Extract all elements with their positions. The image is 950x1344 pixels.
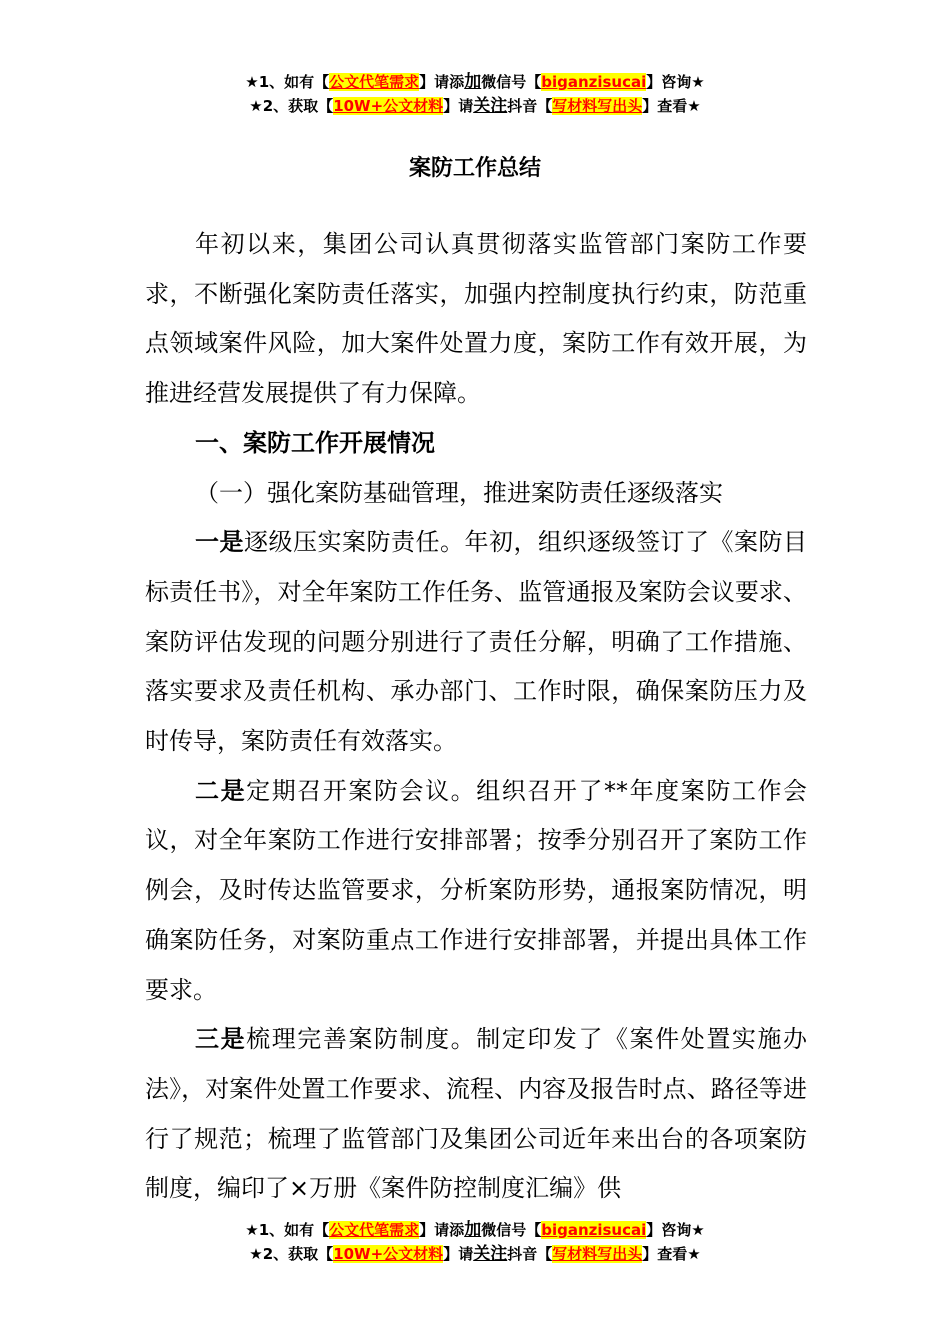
promo-text: ★2、获取【 [249,1245,334,1263]
promo-text: 】请添 [419,1221,465,1239]
promo-line-1 [0,1218,950,1242]
promo-text: 微信号【 [481,73,542,91]
paragraph-lead: 二是 [195,776,247,805]
paragraph-lead: 一是 [195,528,244,557]
paragraph-lead: 三是 [195,1025,247,1054]
promo-text: 】查看★ [642,97,701,115]
promo-highlight: 10W+公文材料 [333,97,444,115]
subsection-heading: （一）强化案防基础管理，推进案防责任逐级落实 [195,478,723,507]
promo-text: 抖音【 [507,1245,553,1263]
promo-text: 】请 [443,97,474,115]
promo-text: ★2、获取【 [249,97,334,115]
promo-banner-top [0,70,950,118]
document-title: 案防工作总结 [408,156,541,181]
promo-line-1 [0,70,950,94]
promo-highlight: 写材料写出头 [552,1245,643,1263]
promo-highlight: 10W+公文材料 [333,1245,444,1263]
document-body [145,220,807,1214]
promo-emphasis: 关注 [473,96,508,116]
promo-emphasis: 加 [464,1220,482,1240]
promo-banner-bottom [0,1218,950,1266]
promo-text: 】查看★ [642,1245,701,1263]
promo-highlight: biganzisucai [541,1221,647,1239]
promo-emphasis: 关注 [473,1244,508,1264]
promo-text: ★1、如有【 [245,1221,330,1239]
intro-paragraph: 年初以来，集团公司认真贯彻落实监管部门案防工作要求，不断强化案防责任落实，加强内控制度执行约束，防范重点领域案件风险，加大案件处置力度，案防工作有效开展，为推进经营发展提供了有力保障。 [145,230,807,408]
promo-line-2 [0,94,950,118]
promo-text: 】请添 [419,73,465,91]
promo-highlight: 写材料写出头 [552,97,643,115]
body-paragraph [145,1015,807,1214]
body-paragraph [145,767,807,1016]
paragraph-text: 定期召开案防会议。组织召开了**年度案防工作会议，对全年案防工作进行安排部署；按季分别召开了案防工作例会，及时传达监管要求，分析案防形势，通报案防情况，明确案防任务，对案防重点工作进行安排部署，并提出具体工作要求。 [145,776,808,1004]
paragraph-text: 梳理完善案防制度。制定印发了《案件处置实施办法》，对案件处置工作要求、流程、内容及报告时点、路径等进行了规范；梳理了监管部门及集团公司近年来出台的各项案防制度，编印了×万册《案件防控制度汇编》供 [145,1025,808,1203]
promo-text: 】咨询★ [646,73,705,91]
promo-text: 】咨询★ [646,1221,705,1239]
promo-text: 微信号【 [481,1221,542,1239]
paragraph-text: 逐级压实案防责任。年初，组织逐级签订了《案防目标责任书》，对全年案防工作任务、监管通报及案防会议要求、案防评估发现的问题分别进行了责任分解，明确了工作措施、落实要求及责任机构、承办部门、工作时限，确保案防压力及时传导，案防责任有效落实。 [145,528,807,756]
promo-highlight: biganzisucai [541,73,647,91]
promo-highlight: 公文代笔需求 [329,73,420,91]
promo-text: ★1、如有【 [245,73,330,91]
promo-line-2 [0,1242,950,1266]
promo-emphasis: 加 [464,72,482,92]
body-paragraph [145,518,807,767]
promo-text: 抖音【 [507,97,553,115]
promo-text: 】请 [443,1245,474,1263]
section-heading: 一、案防工作开展情况 [195,428,435,457]
promo-highlight: 公文代笔需求 [329,1221,420,1239]
